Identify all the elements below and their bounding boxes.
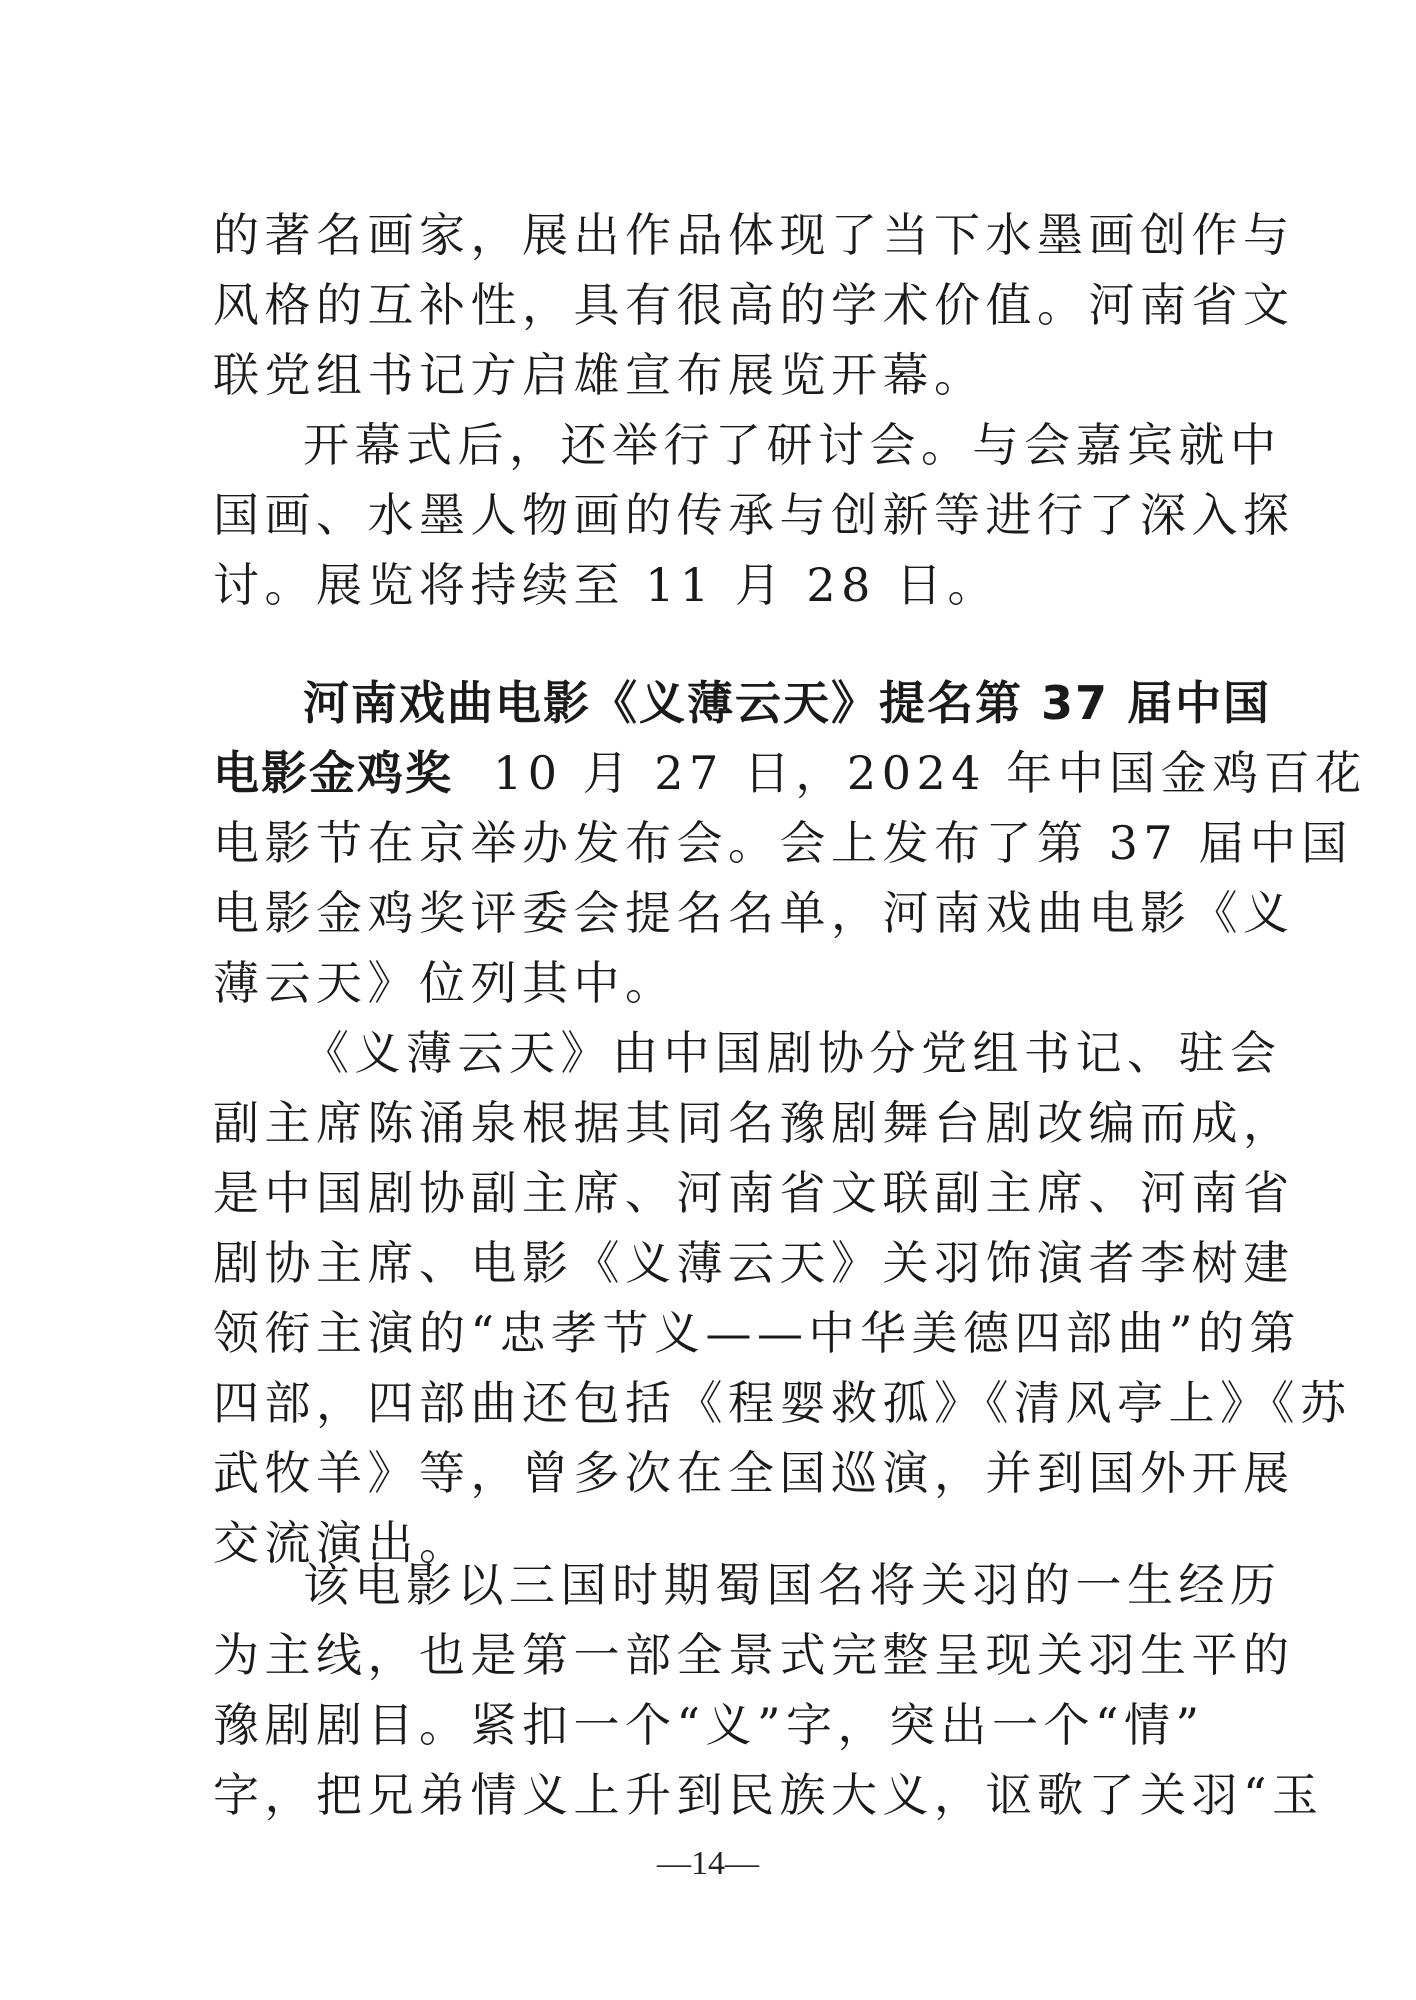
text-line: 联党组书记方启雄宣布展览开幕。 bbox=[213, 348, 986, 402]
news-lead-text: 10 月 27 日，2024 年中国金鸡百花 bbox=[493, 746, 1367, 800]
text-line: 电影节在京举办发布会。会上发布了第 37 届中国 bbox=[213, 816, 1353, 870]
text-line: 该电影以三国时期蜀国名将关羽的一生经历 bbox=[303, 1558, 1282, 1612]
text-line: 交流演出。 bbox=[213, 1516, 471, 1570]
text-line: 武牧羊》等，曾多次在全国巡演，并到国外开展 bbox=[213, 1446, 1295, 1500]
text-line: 剧协主席、电影《义薄云天》关羽饰演者李树建 bbox=[213, 1236, 1295, 1290]
text-line: 为主线，也是第一部全景式完整呈现关羽生平的 bbox=[213, 1628, 1295, 1682]
text-line: 领衔主演的“忠孝节义——中华美德四部曲”的第 bbox=[213, 1306, 1302, 1360]
text-line: 国画、水墨人物画的传承与创新等进行了深入探 bbox=[213, 488, 1295, 542]
text-line: 四部，四部曲还包括《程婴救孤》《清风亭上》《苏 bbox=[213, 1376, 1352, 1430]
text-line: 开幕式后，还举行了研讨会。与会嘉宾就中 bbox=[303, 418, 1282, 472]
news-headline: 河南戏曲电影《义薄云天》提名第 37 届中国 bbox=[303, 676, 1272, 730]
text-line: 是中国剧协副主席、河南省文联副主席、河南省 bbox=[213, 1166, 1295, 1220]
text-line: 风格的互补性，具有很高的学术价值。河南省文 bbox=[213, 278, 1295, 332]
page-number: —14— bbox=[657, 1845, 759, 1882]
text-line: 薄云天》位列其中。 bbox=[213, 956, 677, 1010]
text-line: 副主席陈涌泉根据其同名豫剧舞台剧改编而成， bbox=[213, 1096, 1295, 1150]
text-line: 《义薄云天》由中国剧协分党组书记、驻会 bbox=[303, 1026, 1282, 1080]
news-headline-cont: 电影金鸡奖 bbox=[213, 746, 453, 800]
text-line: 讨。展览将持续至 11 月 28 日。 bbox=[213, 558, 1000, 612]
news-lead-line bbox=[213, 743, 1367, 803]
text-line: 字，把兄弟情义上升到民族大义，讴歌了关羽“玉 bbox=[213, 1768, 1324, 1822]
text-line: 的著名画家，展出作品体现了当下水墨画创作与 bbox=[213, 208, 1295, 262]
text-line: 豫剧剧目。紧扣一个“义”字，突出一个“情” bbox=[213, 1698, 1205, 1752]
text-line: 电影金鸡奖评委会提名名单，河南戏曲电影《义 bbox=[213, 886, 1295, 940]
